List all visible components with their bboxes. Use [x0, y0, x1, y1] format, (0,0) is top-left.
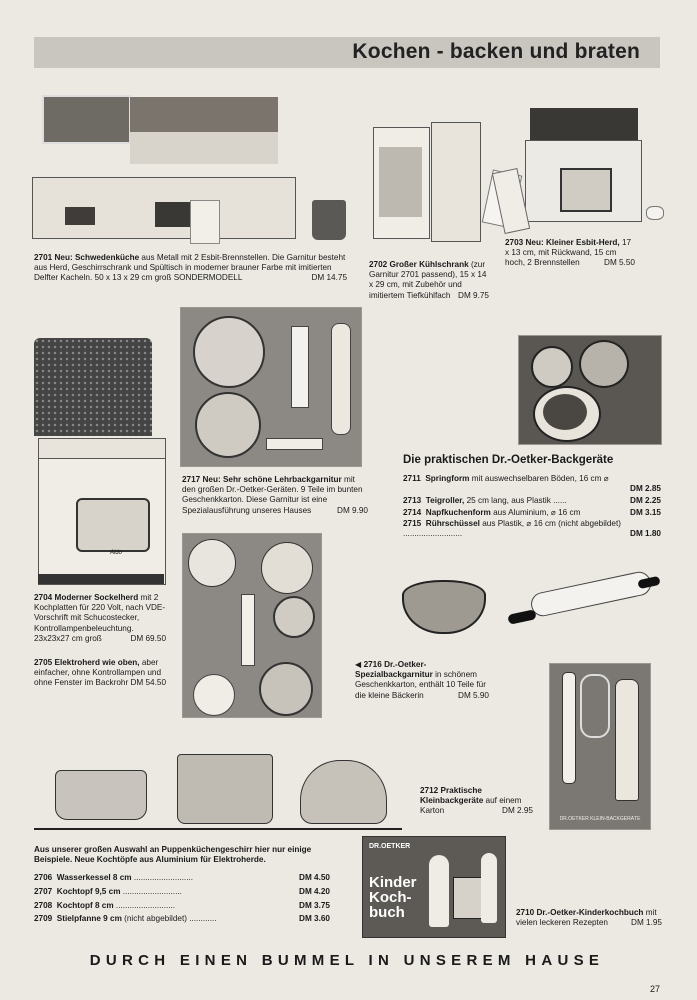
footer-slogan: DURCH EINEN BUMMEL IN UNSEREM HAUSE	[89, 952, 605, 969]
oetker-list	[403, 473, 661, 539]
card-label: DR.OETKER KLEIN-BACKGERÄTE	[559, 816, 641, 822]
item-number: 2701	[34, 253, 53, 262]
small-tools-card-photo	[549, 663, 651, 830]
oven-brand: Aldo	[110, 550, 123, 556]
item-description: mit 2 Kochplatten für 220 Volt, nach VDE-Vorschrift mit Schucostecker, Kontrollampenbeleuchtung. 23x23x27 cm groß	[34, 593, 166, 643]
item-name: Elektroherd wie oben,	[54, 658, 140, 667]
oetker-forms-photo	[518, 335, 662, 445]
pointer-arrow: ◀	[355, 660, 362, 669]
special-baking-set-photo	[182, 533, 322, 718]
item-description: 17 x 13 cm, mit Rückwand, 15 cm hoch, 2 Brennstellen	[505, 238, 632, 268]
item-name: Neu: Kleiner Esbit-Herd,	[525, 238, 620, 247]
stove-photo	[520, 108, 680, 233]
item-name: Neu: Schwedenküche	[54, 253, 140, 262]
item-price: DM 54.50	[130, 678, 166, 688]
item-name: Dr.-Oetker-Spezialbackgarnitur	[355, 660, 433, 680]
list-item: 2715 Rührschüssel aus Plastik, ⌀ 16 cm (nicht abgebildet) .......................... DM 1.80	[403, 519, 661, 538]
cookbook-title-line: Kinder	[369, 874, 417, 891]
cookbook-brand: DR.OETKER	[369, 843, 411, 850]
divider	[34, 828, 402, 830]
page-number: 27	[650, 984, 661, 994]
item-number: 2705	[34, 658, 53, 667]
item-number: 2716	[363, 660, 382, 669]
item-name: Großer Kühlschrank	[389, 260, 469, 269]
item-name: Dr.-Oetker-Kinderkochbuch	[536, 908, 644, 917]
item-price: DM 9.90	[337, 505, 368, 515]
item-name: Neu: Sehr schöne Lehrbackgarnitur	[202, 475, 342, 484]
item-description: in schönem Geschenkkarton, enthält 10 Teile für die kleine Bäckerin	[355, 670, 486, 700]
list-item: 2707 Kochtopf 9,5 cm .......................... DM 4.20	[34, 887, 330, 896]
cookbook-title-line: Koch-	[369, 889, 412, 906]
item-name: Moderner Sockelherd	[54, 593, 139, 602]
item-description: auf einem Karton	[420, 796, 522, 816]
item-description: aus Metall mit 2 Esbit-Brennstellen. Die Garnitur besteht aus Herd, Geschirrschrank und Spültisch in moderner brauner Farbe mit imitierten Delfter Kacheln. 50 x 13 x 29 cm groß SONDERMODELL	[34, 253, 346, 283]
list-item: 2709 Stielpfanne 9 cm (nicht abgebildet) ............ DM 3.60	[34, 914, 330, 924]
item-2703	[505, 238, 635, 269]
item-number: 2717	[182, 475, 201, 484]
list-item-price: DM 2.85	[630, 484, 661, 493]
item-2716	[355, 660, 489, 701]
list-item: 2706 Wasserkessel 8 cm .......................... DM 4.50	[34, 873, 330, 883]
list-item: 2713 Teigroller, 25 cm lang, aus Plastik ...... DM 2.25	[403, 496, 661, 505]
item-number: 2704	[34, 593, 53, 602]
cookware-intro: Aus unserer großen Auswahl an Puppenküchengeschirr hier nur einige Beispiele. Neue Kochtöpfe aus Aluminium für Elektroherde.	[34, 845, 312, 865]
item-2710	[516, 908, 662, 928]
item-2712	[420, 786, 533, 817]
list-item: 2708 Kochtopf 8 cm .......................... DM 3.75	[34, 900, 330, 910]
item-price: DM 69.50	[130, 633, 166, 643]
header-bar	[34, 37, 660, 68]
item-name: Praktische Kleinbackgeräte	[420, 786, 484, 806]
item-price: DM 5.90	[458, 690, 489, 700]
item-number: 2712	[420, 786, 439, 795]
item-description: mit den großen Dr.-Oetker-Geräten. 9 Teile im bunten Geschenkkarton. Diese Garnitur ist eine Spezialausführung unseres Hauses	[182, 475, 363, 515]
item-price: DM 2.95	[502, 806, 533, 816]
oetker-heading: Die praktischen Dr.-Oetker-Backgeräte	[403, 454, 614, 466]
item-description: mit vielen leckeren Rezepten	[516, 908, 657, 928]
item-2701	[34, 253, 347, 284]
cookware-section	[34, 845, 330, 926]
item-description: aber einfacher, ohne Kontrollampen und ohne Fenster im Backrohr	[34, 658, 161, 688]
item-2705	[34, 658, 166, 689]
list-item: 2714 Napfkuchenform aus Aluminium, ⌀ 16 cm DM 3.15	[403, 508, 661, 517]
item-number: 2710	[516, 908, 535, 917]
item-2702	[369, 260, 489, 301]
item-price: DM 1.95	[631, 918, 662, 928]
item-number: 2703	[505, 238, 524, 247]
item-price: DM 9.75	[458, 290, 489, 300]
cookbook-photo	[362, 836, 506, 938]
electric-stove-photo	[30, 338, 170, 588]
list-item: 2711 Springform mit auswechselbaren Böden, 16 cm ⌀	[403, 474, 609, 483]
item-2717	[182, 475, 368, 516]
cookbook-title-line: buch	[369, 904, 405, 921]
item-2704	[34, 593, 166, 644]
page-title: Kochen - backen und braten	[352, 40, 640, 63]
item-price: DM 14.75	[311, 273, 347, 283]
item-price: DM 5.50	[604, 258, 635, 268]
bowl-and-rolling-pin-photo	[400, 572, 662, 637]
item-description: (zur Garnitur 2701 passend), 15 x 14 x 29 cm, mit Zubehör und imitiertem Tiefkühlfach	[369, 260, 487, 300]
pots-photo	[45, 728, 395, 828]
item-number: 2702	[369, 260, 388, 269]
baking-set-photo	[180, 307, 362, 467]
kitchen-photo	[30, 92, 350, 244]
